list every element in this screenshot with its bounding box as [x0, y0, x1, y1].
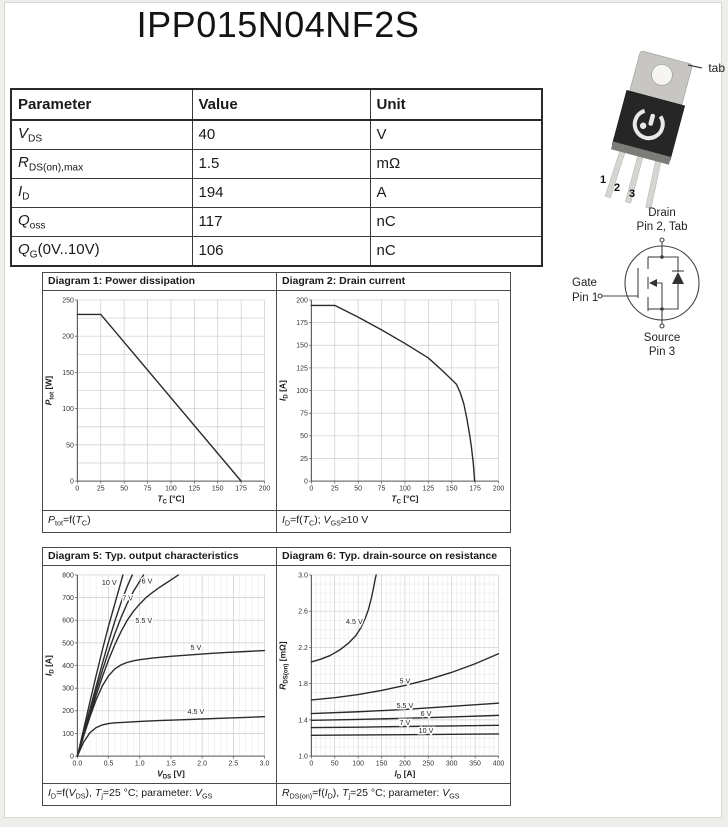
parameter-table-head	[11, 89, 542, 120]
table-header-row	[11, 89, 542, 120]
svg-text:TC [°C]: TC [°C]	[157, 493, 185, 506]
svg-text:150: 150	[211, 485, 224, 493]
column-header: Value	[192, 89, 370, 120]
svg-text:0.5: 0.5	[103, 760, 114, 768]
value-cell: 1.5	[192, 150, 370, 179]
value-cell: 194	[192, 179, 370, 208]
diagram-cell-1	[43, 273, 276, 532]
svg-text:1.8: 1.8	[298, 681, 308, 689]
svg-text:ID [A]: ID [A]	[43, 655, 56, 676]
svg-text:25: 25	[300, 455, 308, 463]
svg-text:100: 100	[296, 387, 308, 395]
curve-Ptot	[77, 314, 241, 481]
svg-text:3.0: 3.0	[298, 572, 308, 580]
curve-label-5V: 5 V	[399, 677, 411, 686]
param-cell: $V_{DS}$	[11, 120, 192, 150]
value-cell: 40	[192, 120, 370, 150]
table-row	[11, 208, 542, 237]
svg-text:50: 50	[300, 433, 308, 441]
unit-cell: A	[370, 179, 542, 208]
svg-text:RDS(on) [mΩ]: RDS(on) [mΩ]	[277, 641, 290, 690]
curve-label-6V: 6 V	[420, 710, 432, 719]
svg-text:150: 150	[445, 485, 458, 493]
curve-label-10V: 10 V	[101, 579, 117, 588]
package-image	[573, 42, 728, 214]
svg-text:100: 100	[352, 760, 364, 768]
svg-text:500: 500	[62, 640, 74, 648]
diagram-cell-4	[276, 548, 510, 805]
curve-label-5.5V: 5.5 V	[135, 616, 153, 625]
mosfet-symbol	[598, 238, 664, 328]
svg-text:0: 0	[75, 485, 80, 493]
svg-text:1.4: 1.4	[298, 717, 308, 725]
svg-text:200: 200	[62, 333, 74, 341]
svg-text:0: 0	[309, 760, 314, 768]
svg-text:250: 250	[422, 760, 435, 768]
value-cell: 106	[192, 237, 370, 267]
svg-text:ID [A]: ID [A]	[277, 380, 290, 401]
diagram-caption: $R_{DS(on)}=f(I_D)$, $T_j=25$ °C; parameter: $V_{GS}$	[277, 783, 510, 805]
diagram-caption: $I_D=f(T_C)$; $V_{GS}\ge 10$ V	[277, 510, 510, 532]
parameter-table-body	[11, 120, 542, 266]
column-header: Unit	[370, 89, 542, 120]
svg-text:2.6: 2.6	[298, 608, 308, 616]
symbol-text-source_line1: Source	[643, 332, 681, 344]
svg-text:125: 125	[422, 485, 435, 493]
svg-text:700: 700	[62, 594, 74, 602]
symbol-text-gate_line1: Gate	[572, 277, 597, 289]
svg-text:100: 100	[399, 485, 411, 493]
page-title: IPP015N04NF2S	[136, 4, 420, 45]
pinout-symbol	[560, 196, 728, 366]
svg-text:200: 200	[399, 760, 411, 768]
curve-label-7V: 7 V	[399, 719, 411, 728]
chart-plot-area	[43, 291, 276, 510]
table-row	[11, 237, 542, 267]
curve-label-4.5V: 4.5 V	[187, 708, 205, 717]
tab-label: tab	[708, 61, 725, 75]
unit-cell: nC	[370, 237, 542, 267]
chart-canvas	[43, 566, 274, 783]
pin-number-label: 3	[628, 188, 636, 200]
svg-text:175: 175	[235, 485, 247, 493]
svg-text:250: 250	[62, 297, 74, 305]
symbol-text-drain_line1: Drain	[648, 207, 676, 219]
svg-text:150: 150	[375, 760, 388, 768]
curve-label-6V: 6 V	[141, 577, 153, 586]
curve-label-4.5V: 4.5 V	[346, 617, 363, 626]
diagram-cell-2	[276, 273, 510, 532]
pin-number-label: 2	[613, 182, 621, 194]
svg-text:50: 50	[354, 485, 363, 493]
svg-text:50: 50	[120, 485, 129, 493]
chart-plot-area	[43, 566, 276, 783]
svg-text:0: 0	[309, 485, 314, 493]
diagram-cell-3	[43, 548, 276, 805]
svg-text:0: 0	[70, 753, 74, 761]
svg-text:50: 50	[66, 442, 74, 450]
svg-text:2.0: 2.0	[197, 760, 207, 768]
parameter-table	[10, 88, 543, 267]
curve-label-5.5V: 5.5 V	[396, 702, 414, 711]
svg-text:600: 600	[62, 617, 74, 625]
chart-canvas	[277, 291, 508, 510]
svg-text:200: 200	[492, 485, 505, 493]
svg-text:200: 200	[258, 485, 271, 493]
svg-text:1.0: 1.0	[134, 760, 145, 768]
svg-text:1.0: 1.0	[298, 753, 308, 761]
svg-text:100: 100	[62, 406, 74, 414]
svg-text:400: 400	[492, 760, 505, 768]
svg-text:100: 100	[165, 485, 177, 493]
curve-ID	[311, 305, 474, 481]
svg-text:800: 800	[62, 572, 74, 580]
svg-text:150: 150	[296, 342, 308, 350]
svg-text:200: 200	[62, 708, 74, 716]
pin-number-label: 1	[599, 174, 607, 186]
svg-text:2.2: 2.2	[298, 644, 308, 652]
svg-text:125: 125	[188, 485, 201, 493]
svg-text:2.5: 2.5	[228, 760, 239, 768]
chart-canvas	[277, 566, 508, 783]
svg-text:175: 175	[296, 319, 308, 327]
svg-text:175: 175	[469, 485, 481, 493]
chart-plot-area	[277, 291, 510, 510]
param-cell: $I_D$	[11, 179, 192, 208]
body-diode	[662, 257, 684, 309]
svg-text:ID [A]: ID [A]	[394, 768, 416, 781]
svg-text:25: 25	[330, 485, 339, 493]
svg-text:350: 350	[469, 760, 481, 768]
value-cell: 117	[192, 208, 370, 237]
symbol-text-gate_line2: Pin 1	[572, 292, 599, 304]
curve-label-7V: 7 V	[122, 594, 134, 603]
param-cell: $Q_{oss}$	[11, 208, 192, 237]
table-row	[11, 120, 542, 150]
svg-text:3.0: 3.0	[259, 760, 270, 768]
svg-text:TC [°C]: TC [°C]	[391, 493, 419, 506]
diagram-caption: $I_D=f(V_{DS})$, $T_j=25$ °C; parameter: $V_{GS}$	[43, 783, 276, 805]
curve-label-5V: 5 V	[190, 643, 202, 652]
diagram-title: Diagram 6: Typ. drain-source on resistance	[277, 548, 510, 566]
table-row	[11, 150, 542, 179]
svg-text:Ptot [W]: Ptot [W]	[43, 375, 56, 406]
svg-text:150: 150	[62, 369, 74, 377]
chart-canvas	[43, 291, 274, 510]
svg-text:125: 125	[296, 365, 308, 373]
svg-text:75: 75	[143, 485, 152, 493]
table-row	[11, 179, 542, 208]
curve-label-10V: 10 V	[418, 727, 434, 736]
svg-text:0: 0	[70, 478, 74, 486]
svg-text:300: 300	[445, 760, 458, 768]
diagram-box-bottom	[42, 547, 511, 806]
diagram-box-top	[42, 272, 511, 533]
svg-text:200: 200	[296, 297, 308, 305]
symbol-text-drain_line2: Pin 2, Tab	[636, 221, 688, 233]
symbol-text-source_line2: Pin 3	[648, 346, 676, 358]
svg-text:75: 75	[300, 410, 308, 418]
unit-cell: nC	[370, 208, 542, 237]
unit-cell: V	[370, 120, 542, 150]
curve-4.5V	[311, 575, 376, 662]
diagram-title: Diagram 1: Power dissipation	[43, 273, 276, 291]
param-cell: $Q_G(0V..10V)$	[11, 237, 192, 267]
column-header: Parameter	[11, 89, 192, 120]
diagram-title: Diagram 5: Typ. output characteristics	[43, 548, 276, 566]
diagram-caption: $P_{tot}=f(T_C)$	[43, 510, 276, 532]
svg-text:1.5: 1.5	[166, 760, 176, 768]
unit-cell: mΩ	[370, 150, 542, 179]
param-cell: $R_{DS(on),max}$	[11, 150, 192, 179]
svg-text:75: 75	[377, 485, 386, 493]
svg-text:100: 100	[62, 730, 74, 738]
svg-text:0.0: 0.0	[72, 760, 83, 768]
diagram-title: Diagram 2: Drain current	[277, 273, 510, 291]
svg-text:50: 50	[330, 760, 339, 768]
svg-text:400: 400	[62, 662, 74, 670]
chart-plot-area	[277, 566, 510, 783]
svg-text:25: 25	[96, 485, 105, 493]
svg-text:300: 300	[62, 685, 74, 693]
svg-text:0: 0	[304, 478, 308, 486]
svg-text:VDS [V]: VDS [V]	[157, 768, 185, 781]
